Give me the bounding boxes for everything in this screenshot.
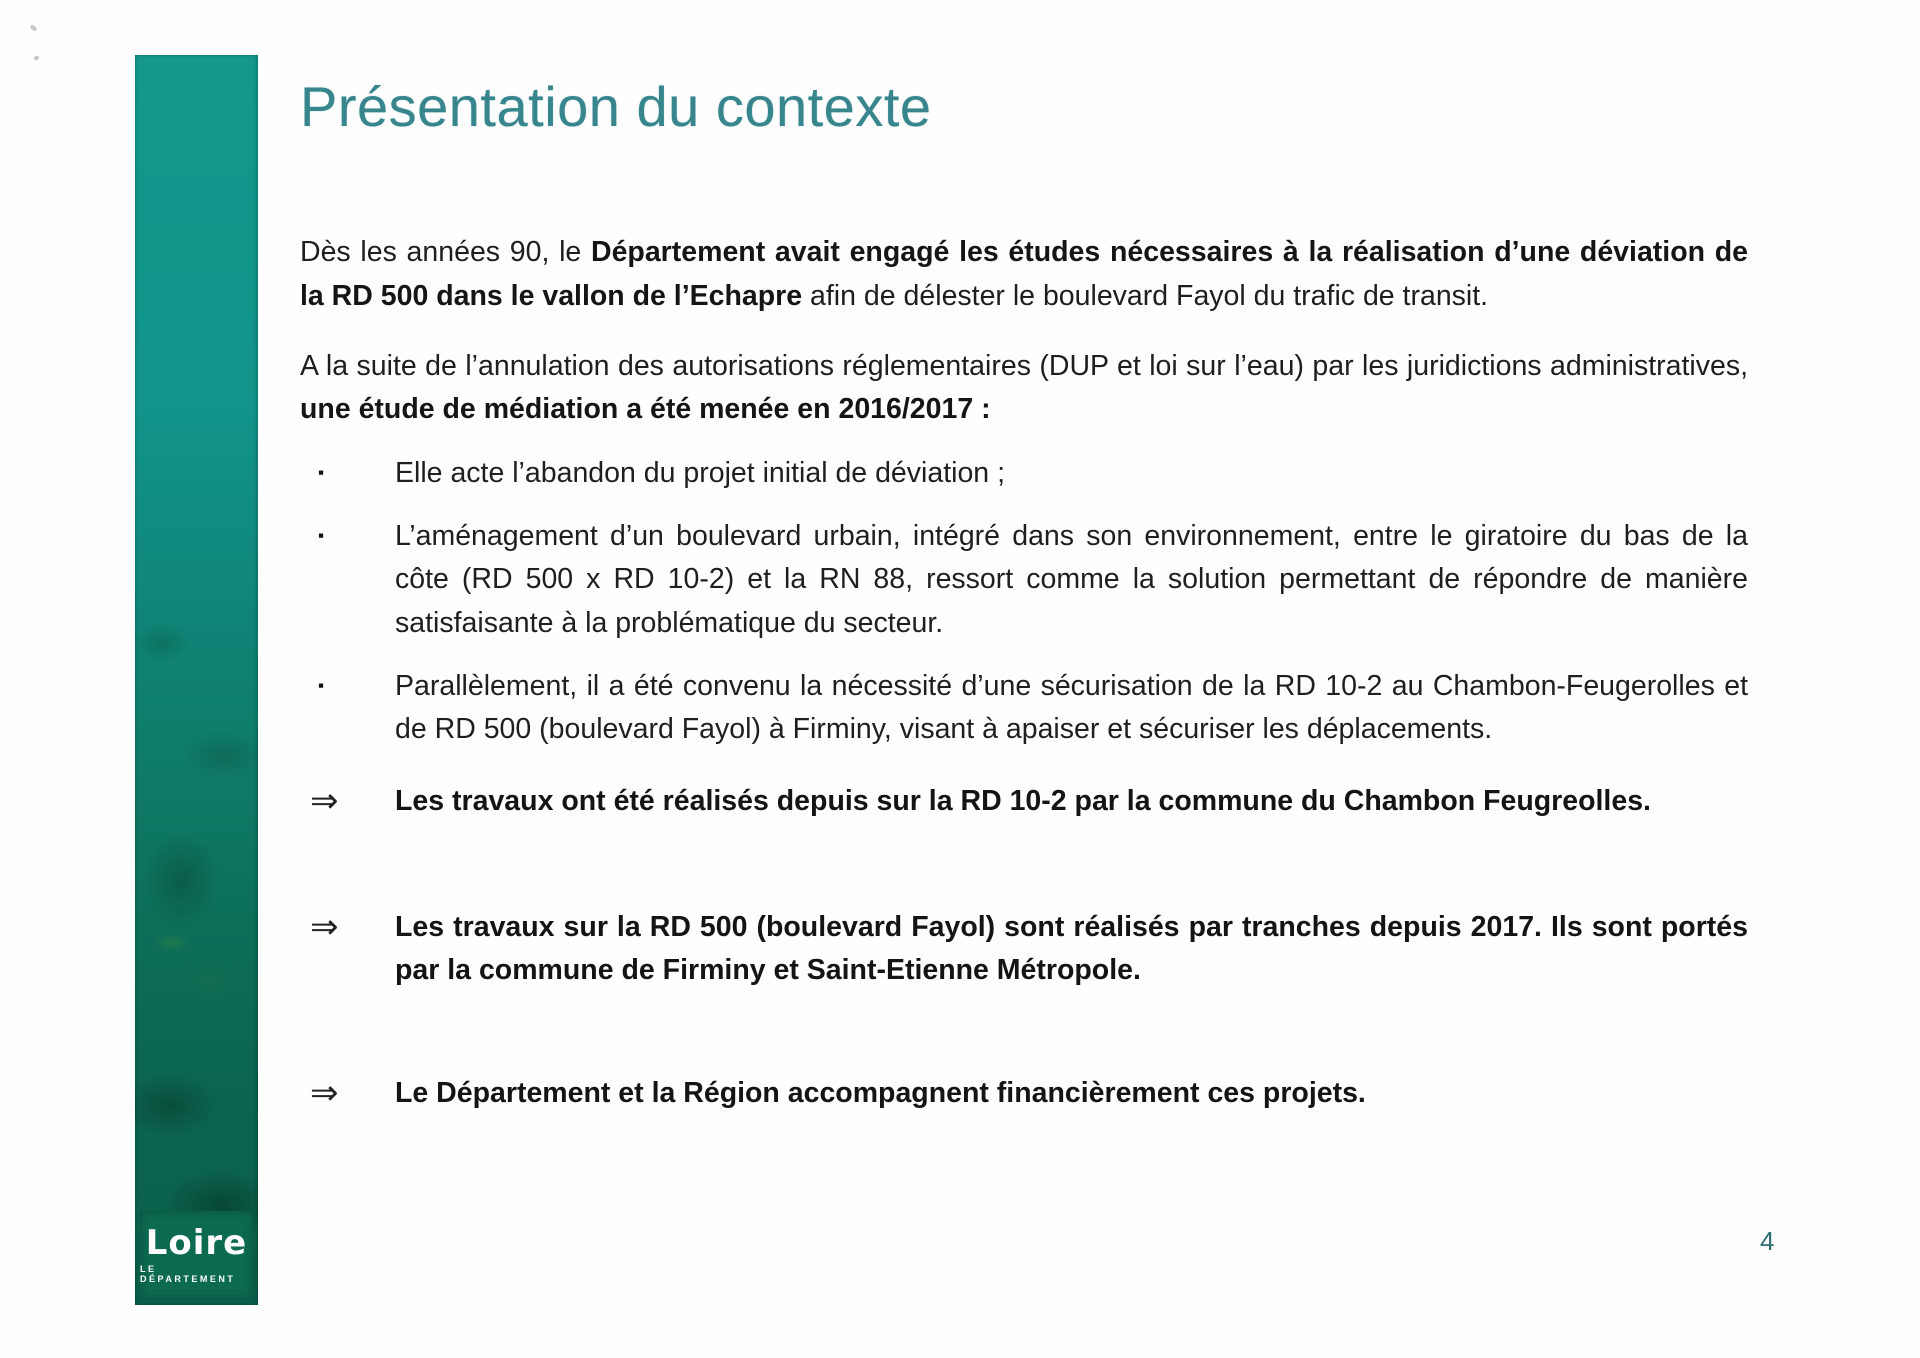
- bullet-text: Parallèlement, il a été convenu la nécessité d’une sécurisation de la RD 10-2 au Chambon-Feugerolles et de RD 500 (boulevard Fayol) à Firminy, visant à apaiser et sécuriser les déplacements.: [395, 669, 1748, 746]
- double-arrow-icon: ⇒: [310, 907, 339, 946]
- list-item: [300, 1072, 1748, 1115]
- double-arrow-icon: ⇒: [310, 781, 339, 820]
- list-item: [300, 906, 1748, 993]
- list-item: [300, 665, 1748, 752]
- arrow-text: Les travaux sur la RD 500 (boulevard Fayol) sont réalisés par tranches depuis 2017. Ils sont portés par la commune de Firminy et Saint-Etienne Métropole.: [395, 910, 1748, 987]
- double-arrow-icon: ⇒: [310, 1074, 339, 1113]
- arrow-text: Le Département et la Région accompagnent financièrement ces projets.: [395, 1077, 1366, 1110]
- list-item: [300, 452, 1748, 495]
- list-item: [300, 515, 1748, 645]
- scan-artifact: [30, 24, 38, 32]
- logo-tagline: LE DÉPARTEMENT: [140, 1264, 236, 1284]
- paragraph-context-intro: [300, 231, 1748, 318]
- bullet-text: Elle acte l’abandon du projet initial de déviation ;: [395, 456, 1005, 489]
- slide-content: [300, 75, 1748, 1116]
- paragraph-text: Dès les années 90, le: [300, 236, 591, 269]
- paragraph-text-bold: Département avait engagé les études nécessaires à la réalisation d’une déviation de la RD 500 dans le vallon de l’Echapre: [300, 236, 1748, 312]
- paragraph-text: afin de délester le boulevard Fayol du trafic de transit.: [802, 279, 1489, 312]
- logo-name: Loire: [145, 1223, 248, 1263]
- square-bullet-icon: ▪: [318, 675, 325, 695]
- page-number: 4: [1760, 1226, 1775, 1256]
- paragraph-text: A la suite de l’annulation des autorisations réglementaires (DUP et loi sur l’eau) par les juridictions administratives,: [300, 350, 1748, 383]
- page-title: Présentation du contexte: [300, 75, 932, 138]
- paragraph-mediation: [300, 345, 1748, 432]
- loire-department-logo: [140, 1211, 253, 1299]
- arrow-text: Les travaux ont été réalisés depuis sur la RD 10-2 par la commune du Chambon Feugreolles.: [395, 784, 1651, 817]
- paragraph-text-bold: une étude de médiation a été menée en 2016/2017 :: [300, 393, 991, 426]
- square-bullet-icon: ▪: [318, 525, 325, 545]
- bullet-text: L’aménagement d’un boulevard urbain, intégré dans son environnement, entre le giratoire du bas de la côte (RD 500 x RD 10-2) et la RN 88, ressort comme la solution permettant de répondre de manière satisfaisante à la problématique du secteur.: [395, 519, 1748, 639]
- scan-artifact: [33, 55, 39, 61]
- list-item: [300, 780, 1748, 823]
- conclusion-list: [300, 780, 1748, 1116]
- square-bullet-icon: ▪: [318, 462, 325, 482]
- bullet-list: [300, 452, 1748, 752]
- sidebar-decoration: [135, 55, 258, 1305]
